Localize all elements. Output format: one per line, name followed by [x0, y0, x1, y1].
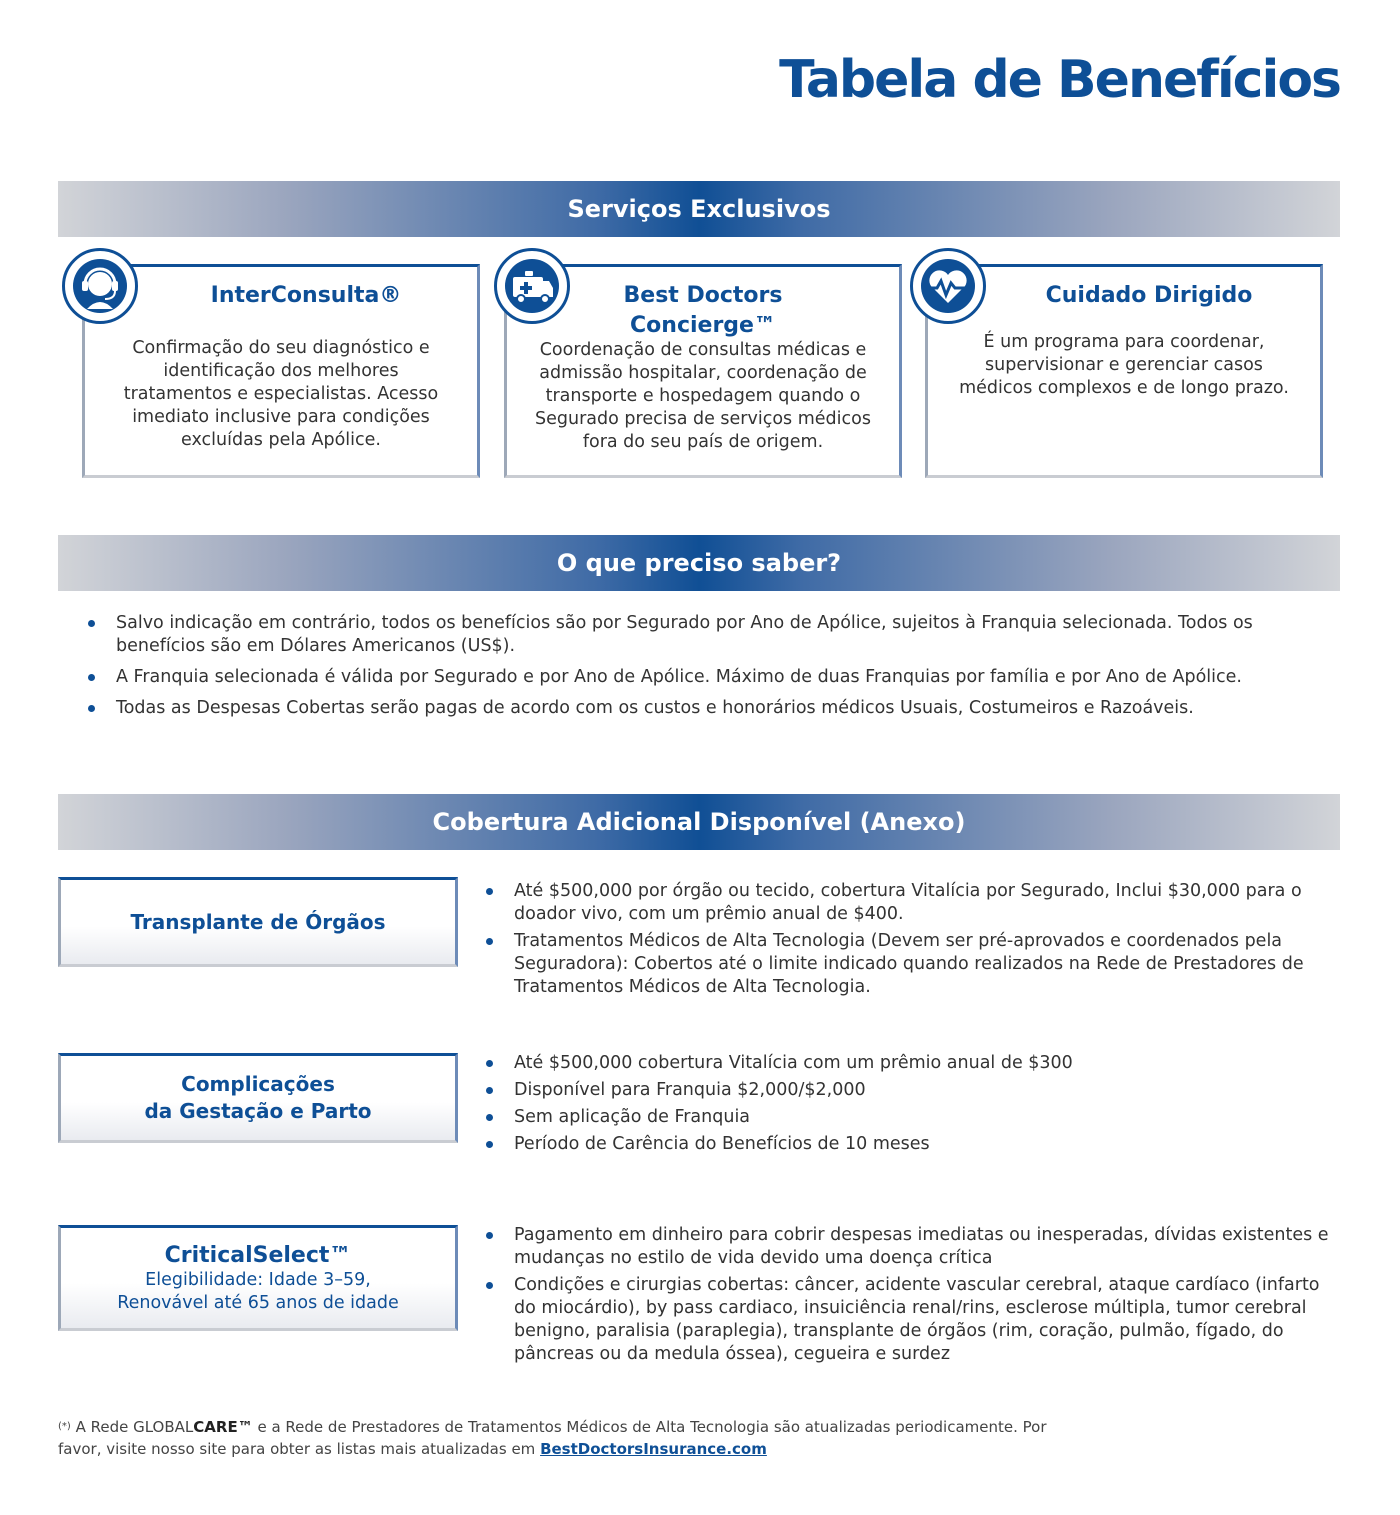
- list-item: Período de Carência do Benefícios de 10 meses: [486, 1133, 1336, 1156]
- coverage-box-criticalselect: [58, 1225, 458, 1331]
- service-card-title: InterConsulta®: [210, 283, 402, 308]
- footnote-bold: CARE™: [193, 1418, 253, 1436]
- coverage-box-pregnancy: [58, 1053, 458, 1143]
- list-item: Até $500,000 por órgão ou tecido, cobertura Vitalícia por Segurado, Inclui $30,000 para o doador vivo, com um prêmio anual de $400.: [486, 880, 1336, 926]
- service-card-description: É um programa para coordenar, supervisionar e gerenciar casos médicos complexos e de longo prazo.: [959, 332, 1289, 398]
- service-card-title: Best Doctors Concierge™: [623, 283, 783, 338]
- coverage-title: CriticalSelect™: [164, 1242, 352, 1268]
- list-item: Até $500,000 cobertura Vitalícia com um prêmio anual de $300: [486, 1052, 1336, 1075]
- coverage-bullets-pregnancy: [486, 1052, 1336, 1160]
- footnote-text-after: e a Rede de Prestadores de Tratamentos Médicos de Alta Tecnologia são atualizadas periodicamente. Por favor, visite nosso site para obter as listas mais atualizadas em: [58, 1418, 1047, 1458]
- coverage-subtitle-line1: Elegibilidade: Idade 3–59,: [145, 1269, 371, 1290]
- heart-pulse-icon: [910, 248, 986, 324]
- list-item: Todas as Despesas Cobertas serão pagas de acordo com os custos e honorários médicos Usuais, Costumeiros e Razoáveis.: [88, 697, 1338, 720]
- list-item: Condições e cirurgias cobertas: câncer, acidente vascular cerebral, ataque cardíaco (infarto do miocárdio), by pass cardiaco, insuiciência renal/rins, esclerose múltipla, tumor cerebral benigno, paralisia (paraplegia), transplante de órgãos (rim, coração, pulmão, fígado, do pâncreas ou da medula óssea), cegueira e surdez: [486, 1274, 1336, 1366]
- coverage-subtitle-line2: Renovável até 65 anos de idade: [117, 1292, 399, 1313]
- exclusive-services-heading: Serviços Exclusivos: [58, 181, 1340, 237]
- coverage-box-transplant: [58, 877, 458, 967]
- list-item: Sem aplicação de Franquia: [486, 1106, 1336, 1129]
- need-to-know-list: [88, 612, 1338, 728]
- list-item: A Franquia selecionada é válida por Segurado e por Ano de Apólice. Máximo de duas Franquias por família e por Ano de Apólice.: [88, 666, 1338, 689]
- footnote-marker: (*): [58, 1421, 71, 1432]
- list-item: Tratamentos Médicos de Alta Tecnologia (Devem ser pré-aprovados e coordenados pela Seguradora): Cobertos até o limite indicado quando realizados na Rede de Prestadores de Tratamentos Médicos de Alta Tecnologia.: [486, 930, 1336, 999]
- service-card-interconsulta: [82, 264, 480, 478]
- service-card-cuidado-dirigido: [925, 264, 1323, 478]
- website-link[interactable]: BestDoctorsInsurance.com: [540, 1440, 767, 1458]
- footnote-text-before: A Rede GLOBAL: [70, 1418, 194, 1436]
- list-item: Pagamento em dinheiro para cobrir despesas imediatas ou inesperadas, dívidas existentes e mudanças no estilo de vida devido uma doença crítica: [486, 1224, 1336, 1270]
- coverage-title-line2: da Gestação e Parto: [144, 1099, 372, 1123]
- ambulance-icon: [494, 248, 570, 324]
- list-item: Salvo indicação em contrário, todos os benefícios são por Segurado por Ano de Apólice, sujeitos à Franquia selecionada. Todos os benefícios são em Dólares Americanos (US$).: [88, 612, 1338, 658]
- list-item: Disponível para Franquia $2,000/$2,000: [486, 1079, 1336, 1102]
- service-card-description: Coordenação de consultas médicas e admissão hospitalar, coordenação de transporte e hospedagem quando o Segurado precisa de serviços médicos fora do seu país de origem.: [535, 340, 871, 452]
- additional-coverage-heading: Cobertura Adicional Disponível (Anexo): [58, 794, 1340, 850]
- coverage-title-line1: Complicações: [181, 1072, 335, 1096]
- coverage-title: Transplante de Órgãos: [130, 909, 386, 934]
- headset-agent-icon: [62, 248, 138, 324]
- page-title: Tabela de Benefícios: [779, 50, 1340, 110]
- service-card-title: Cuidado Dirigido: [1045, 283, 1253, 308]
- footnote: [58, 1416, 1058, 1460]
- need-to-know-heading: O que preciso saber?: [58, 535, 1340, 591]
- service-card-description: Confirmação do seu diagnóstico e identificação dos melhores tratamentos e especialistas. Acesso imediato inclusive para condições excluídas pela Apólice.: [123, 338, 439, 450]
- coverage-bullets-criticalselect: [486, 1224, 1336, 1370]
- coverage-bullets-transplant: [486, 880, 1336, 1003]
